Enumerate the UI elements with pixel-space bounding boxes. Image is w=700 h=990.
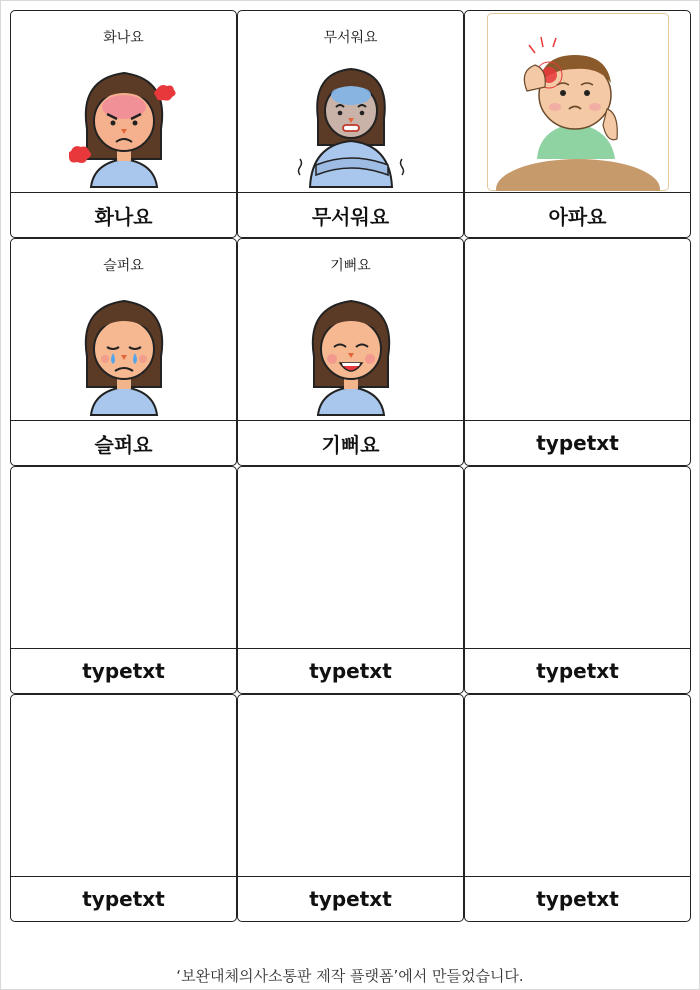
card-caption: typetxt <box>82 659 165 683</box>
card-caption: typetxt <box>309 887 392 911</box>
sick-boy-icon <box>487 13 669 191</box>
card-caption: 무서워요 <box>311 204 390 229</box>
happy-girl-icon <box>296 287 406 417</box>
card-sick[interactable] <box>464 10 691 238</box>
picture-label: 기뻐요 <box>330 258 371 274</box>
card-caption: 아파요 <box>548 204 607 229</box>
card-caption: 슬퍼요 <box>94 432 153 457</box>
card-empty[interactable] <box>237 694 464 922</box>
angry-girl-icon <box>69 59 179 189</box>
card-empty[interactable] <box>464 238 691 466</box>
card-empty[interactable] <box>237 466 464 694</box>
card-picture <box>238 467 463 649</box>
card-empty[interactable] <box>464 694 691 922</box>
card-picture <box>238 695 463 877</box>
card-scared[interactable] <box>237 10 464 238</box>
card-picture <box>238 11 463 193</box>
card-empty[interactable] <box>10 694 237 922</box>
card-caption: typetxt <box>536 887 619 911</box>
picture-label: 화나요 <box>103 30 144 46</box>
card-caption: typetxt <box>536 659 619 683</box>
card-picture <box>11 467 236 649</box>
card-happy[interactable] <box>237 238 464 466</box>
card-caption: typetxt <box>309 659 392 683</box>
card-grid <box>10 10 691 922</box>
card-picture <box>238 239 463 421</box>
card-caption: typetxt <box>82 887 165 911</box>
card-picture <box>11 11 236 193</box>
card-picture <box>465 11 690 193</box>
footer-credit: ‘보완대체의사소통판 제작 플랫폼’에서 만들었습니다. <box>176 967 524 985</box>
card-empty[interactable] <box>464 466 691 694</box>
card-caption: 기뻐요 <box>321 432 380 457</box>
card-picture <box>465 695 690 877</box>
card-picture <box>465 239 690 421</box>
card-empty[interactable] <box>10 466 237 694</box>
picture-label: 무서워요 <box>323 30 378 46</box>
card-picture <box>11 695 236 877</box>
card-picture <box>11 239 236 421</box>
card-angry[interactable] <box>10 10 237 238</box>
card-caption: typetxt <box>536 431 619 455</box>
sad-girl-icon <box>69 287 179 417</box>
card-sad[interactable] <box>10 238 237 466</box>
card-caption: 화나요 <box>94 204 153 229</box>
card-picture <box>465 467 690 649</box>
scared-girl-icon <box>296 59 406 189</box>
picture-label: 슬퍼요 <box>103 258 144 274</box>
